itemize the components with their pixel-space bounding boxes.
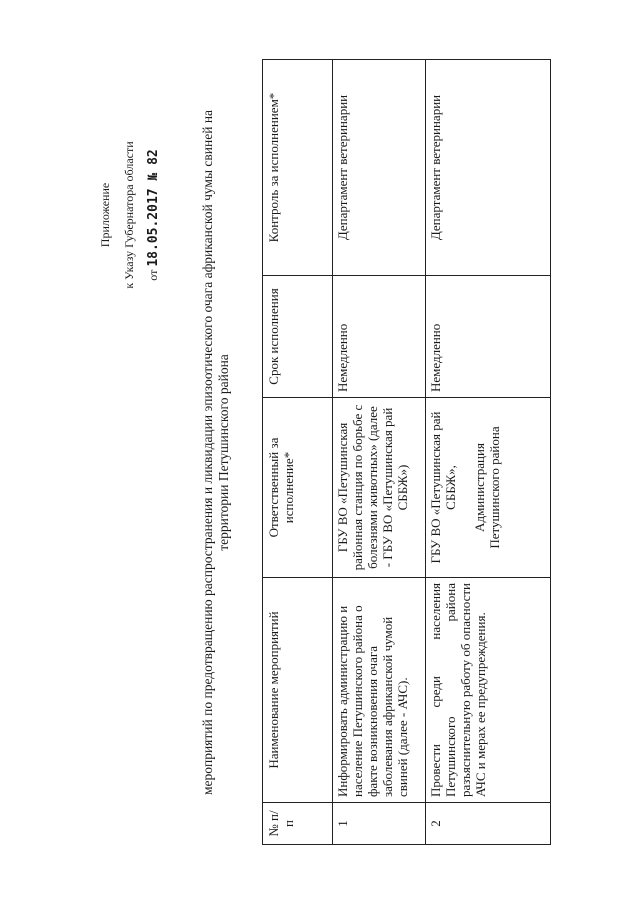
plan-subtitle-line1: мероприятий по предотвращению распространения и ликвидации эпизоотического очага африканской чумы свиней на [200, 109, 215, 796]
row-responsible: ГБУ ВО «Петушинская районная станция по борьбе с болезнями животных» (далее - ГБУ ВО «Петушинская рай СББЖ») [333, 398, 426, 578]
table-header-row [263, 60, 333, 845]
annex-block [98, 85, 161, 345]
row-responsible-org: ГБУ ВО «Петушинская рай СББЖ», [428, 411, 458, 564]
annex-title: Приложение [98, 182, 112, 248]
row-responsible [426, 398, 551, 578]
row-control: Департамент ветеринарии [426, 60, 551, 276]
row-responsible-admin: Администрация Петушинского района [472, 426, 502, 549]
table-row [333, 60, 426, 845]
header-control: Контроль за исполнением* [263, 60, 333, 276]
row-name: Провести среди населения Петушинского района разъяснительную работу об опасности АЧС и мерах ее предупреждения. [426, 578, 551, 803]
row-num: 1 [333, 803, 426, 845]
plan-table [262, 59, 551, 845]
row-deadline: Немедленно [333, 276, 426, 398]
header-responsible: Ответственный за исполнение* [263, 398, 333, 578]
header-deadline: Срок исполнения [263, 276, 333, 398]
annex-date-prefix: от [146, 269, 160, 281]
annex-date-value: 18.05.2017 № 82 [146, 149, 161, 267]
cell-spacer [458, 403, 472, 572]
plan-subtitle [200, 60, 232, 845]
row-control: Департамент ветеринарии [333, 60, 426, 276]
row-deadline: Немедленно [426, 276, 551, 398]
row-num: 2 [426, 803, 551, 845]
plan-subtitle-line2: территории Петушинского района [216, 354, 231, 551]
row-name: Информировать администрацию и население Петушинского района о факте возникновения очага заболевания африканской чумой свиней (далее - АЧС). [333, 578, 426, 803]
table-row [426, 60, 551, 845]
annex-decree: к Указу Губернатора области [122, 141, 136, 289]
header-name: Наименование мероприятий [263, 578, 333, 803]
header-num: № п/п [263, 803, 333, 845]
annex-date-line [146, 85, 161, 345]
